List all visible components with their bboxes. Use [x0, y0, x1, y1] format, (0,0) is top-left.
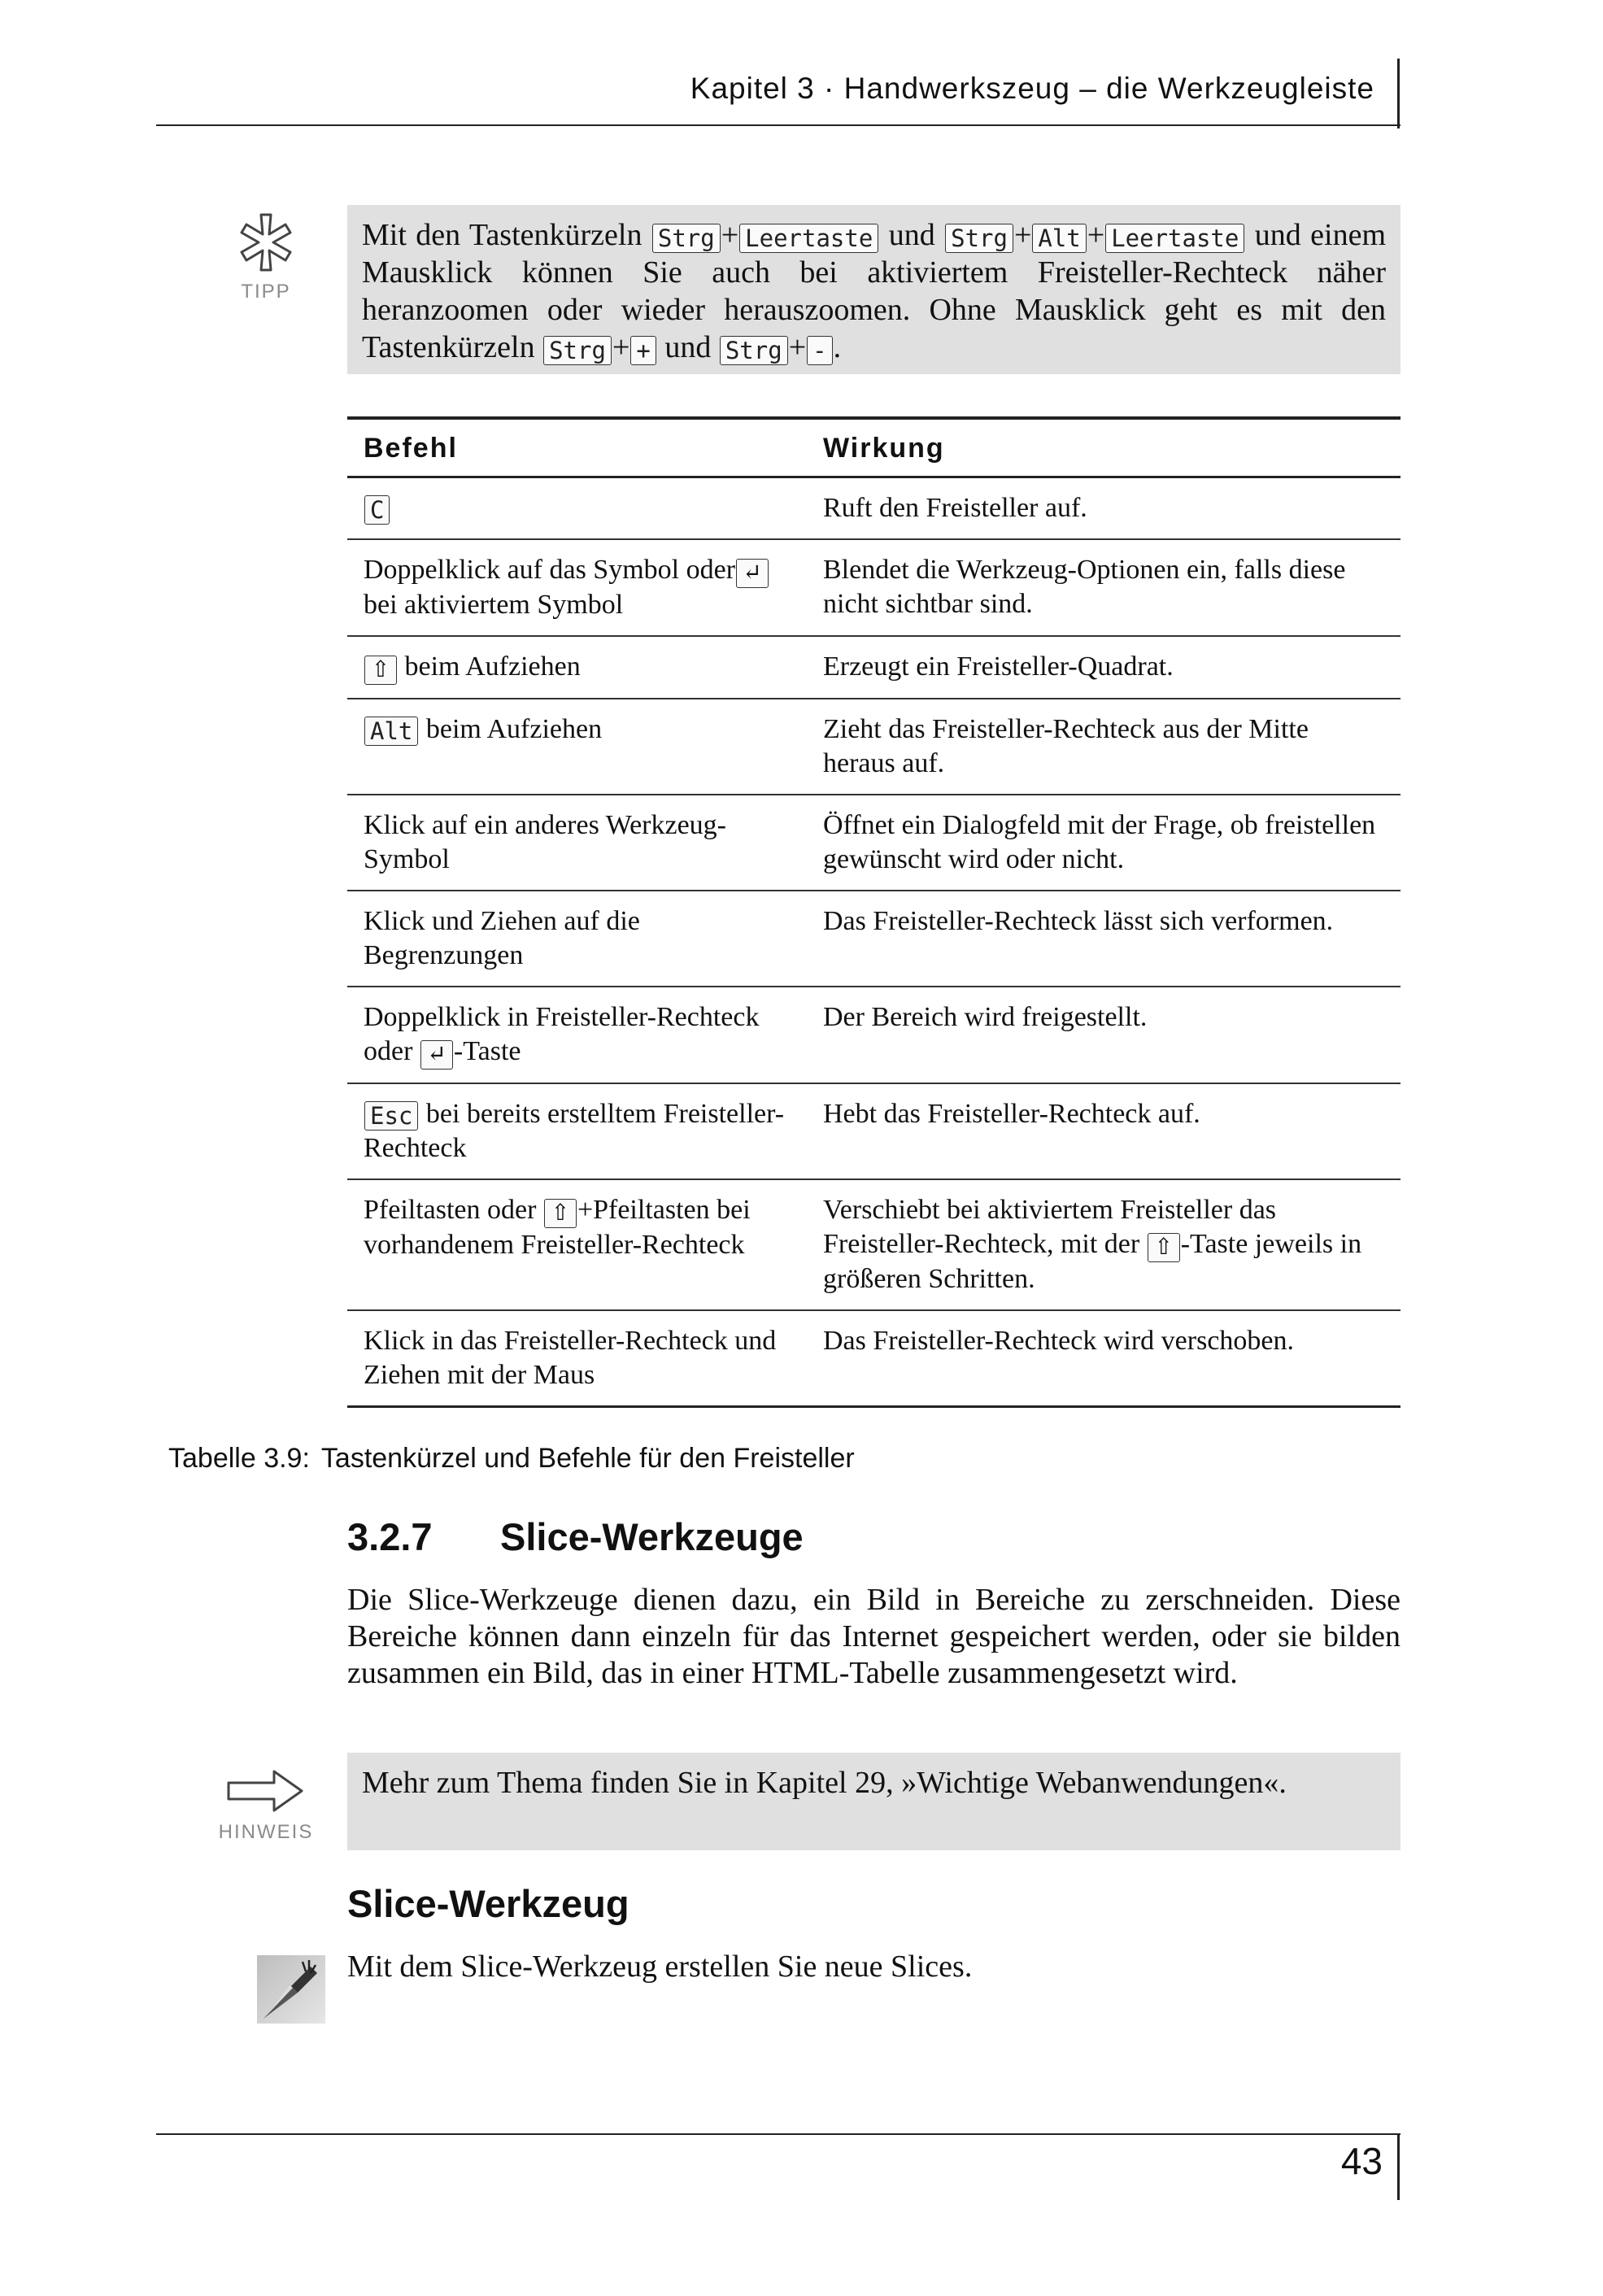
befehl-text: Pfeiltasten oder: [364, 1195, 543, 1225]
table-row: [347, 1179, 1400, 1310]
keycap: +: [630, 336, 656, 365]
hint-label: HINWEIS: [218, 1821, 314, 1843]
table-row: [347, 477, 1400, 540]
tip-text: .: [833, 330, 842, 364]
befehl-text: Klick und Ziehen auf die Begrenzungen: [364, 906, 640, 970]
tip-text: +: [612, 330, 630, 364]
shift-key-icon: ⇧: [1148, 1233, 1180, 1262]
enter-key-icon: ↵: [420, 1040, 453, 1070]
shift-key-icon: ⇧: [544, 1199, 577, 1228]
befehl-text: Klick auf ein anderes Werkzeug-Symbol: [364, 810, 726, 874]
befehl-text: beim Aufziehen: [398, 651, 581, 682]
command-table-body: [347, 477, 1400, 1407]
keycap: Strg: [945, 224, 1013, 253]
table-row: [347, 1083, 1400, 1179]
befehl-cell: [347, 636, 807, 699]
table-row: [347, 636, 1400, 699]
keycap: Leertaste: [1105, 224, 1244, 253]
wirkung-text: Verschiebt bei aktiviertem Freisteller das Freisteller-Rechteck, mit der: [823, 1195, 1277, 1259]
column-header-wirkung: Wirkung: [807, 418, 1400, 477]
tip-text: Mit den Tastenkürzeln: [362, 218, 651, 252]
hint-box: [347, 1753, 1400, 1850]
wirkung-cell: Zieht das Freisteller-Rechteck aus der Mitte heraus auf.: [807, 699, 1400, 795]
befehl-text: bei bereits erstelltem Freisteller-Rechteck: [364, 1099, 785, 1163]
header-vertical-bar: [1397, 59, 1400, 129]
table-row: [347, 987, 1400, 1083]
tip-text: [362, 218, 1386, 364]
befehl-cell: [347, 539, 807, 636]
befehl-cell: [347, 987, 807, 1083]
shift-key-icon: ⇧: [364, 656, 397, 685]
tip-text: +: [788, 330, 807, 364]
asterisk-icon: [233, 210, 298, 275]
subsection-body: Mit dem Slice-Werkzeug erstellen Sie neue Slices.: [347, 1950, 973, 1984]
command-table: [347, 416, 1400, 1408]
arrow-right-icon: [225, 1767, 307, 1815]
befehl-cell: [347, 891, 807, 987]
section-body: Die Slice-Werkzeuge dienen dazu, ein Bild in Bereiche zu zerschneiden. Diese Bereiche können dann einzeln für das Internet gespeichert werden, oder sie bilden zusammen ein Bild, das in einer HTML-Tabelle zusammengesetzt wird.: [347, 1583, 1400, 1690]
wirkung-cell: Öffnet ein Dialogfeld mit der Frage, ob freistellen gewünscht wird oder nicht.: [807, 795, 1400, 891]
tip-label: TIPP: [241, 281, 291, 303]
befehl-cell: [347, 477, 807, 540]
section-title: Slice-Werkzeuge: [500, 1515, 804, 1558]
tip-text: und: [879, 218, 945, 252]
subsection-heading: Slice-Werkzeug: [347, 1882, 629, 1925]
wirkung-cell: Das Freisteller-Rechteck wird verschoben.: [807, 1310, 1400, 1407]
table-row: [347, 891, 1400, 987]
wirkung-text: -Taste jeweils in größeren Schritten.: [823, 1229, 1362, 1294]
table-caption-text: Tastenkürzel und Befehle für den Freisteller: [320, 1443, 855, 1474]
page-number: 43: [1340, 2140, 1383, 2182]
keycap: Alt: [1032, 224, 1086, 253]
befehl-text: bei aktiviertem Symbol: [364, 590, 624, 620]
wirkung-cell: Ruft den Freisteller auf.: [807, 477, 1400, 540]
section-heading: [347, 1514, 804, 1559]
befehl-text: -Taste: [453, 1036, 521, 1066]
befehl-text: beim Aufziehen: [419, 714, 603, 744]
tip-text: +: [1013, 218, 1032, 252]
hint-text: Mehr zum Thema finden Sie in Kapitel 29, »Wichtige Webanwendungen«.: [362, 1766, 1287, 1800]
tip-text: +: [721, 218, 739, 252]
footer-rule: [156, 2133, 1400, 2135]
keycap: Leertaste: [739, 224, 878, 253]
enter-key-icon: ↵: [736, 559, 769, 588]
befehl-cell: [347, 795, 807, 891]
tip-text: und einem Mausklick können Sie auch bei aktiviertem Freisteller-Rechteck näher heranzoomen oder wieder herauszoomen. Ohne Mausklick geht es mit den Tastenkürzeln: [362, 218, 1387, 364]
hint-marker: [213, 1767, 319, 1844]
befehl-cell: [347, 1310, 807, 1407]
keycap: Strg: [652, 224, 721, 253]
tip-text: und: [656, 330, 719, 364]
wirkung-cell: Erzeugt ein Freisteller-Quadrat.: [807, 636, 1400, 699]
wirkung-cell: [807, 1179, 1400, 1310]
column-header-befehl: Befehl: [347, 418, 807, 477]
keycap: Esc: [364, 1101, 418, 1131]
table-row: [347, 1310, 1400, 1407]
befehl-text: Doppelklick auf das Symbol oder: [364, 555, 736, 585]
keycap: Alt: [364, 717, 418, 746]
wirkung-cell: Das Freisteller-Rechteck lässt sich verformen.: [807, 891, 1400, 987]
table-row: [347, 699, 1400, 795]
wirkung-cell: Der Bereich wird freigestellt.: [807, 987, 1400, 1083]
keycap: Strg: [543, 336, 612, 365]
keycap: Strg: [720, 336, 788, 365]
tip-text: +: [1087, 218, 1105, 252]
befehl-text: +Pfeiltasten bei vorhandenem Freisteller-Rechteck: [364, 1195, 751, 1260]
tip-marker: [213, 210, 319, 303]
running-head: Kapitel 3 · Handwerkszeug – die Werkzeugleiste: [690, 72, 1374, 105]
befehl-cell: [347, 699, 807, 795]
keycap: -: [807, 336, 832, 365]
table-row: [347, 539, 1400, 636]
footer-vertical-bar: [1397, 2133, 1400, 2200]
section-number: 3.2.7: [347, 1515, 433, 1558]
slice-tool-icon: [257, 1955, 325, 2024]
header-rule: [156, 124, 1400, 126]
table-caption-label: Tabelle 3.9:: [168, 1443, 310, 1474]
keycap: C: [364, 495, 390, 525]
table-row: [347, 795, 1400, 891]
befehl-text: Klick in das Freisteller-Rechteck und Ziehen mit der Maus: [364, 1326, 777, 1390]
wirkung-cell: Blendet die Werkzeug-Optionen ein, falls diese nicht sichtbar sind.: [807, 539, 1400, 636]
table-caption: [168, 1443, 855, 1475]
tip-box: [347, 205, 1400, 374]
wirkung-cell: Hebt das Freisteller-Rechteck auf.: [807, 1083, 1400, 1179]
befehl-cell: [347, 1083, 807, 1179]
befehl-cell: [347, 1179, 807, 1310]
befehl-text: Doppelklick in Freisteller-Rechteck oder: [364, 1002, 760, 1066]
